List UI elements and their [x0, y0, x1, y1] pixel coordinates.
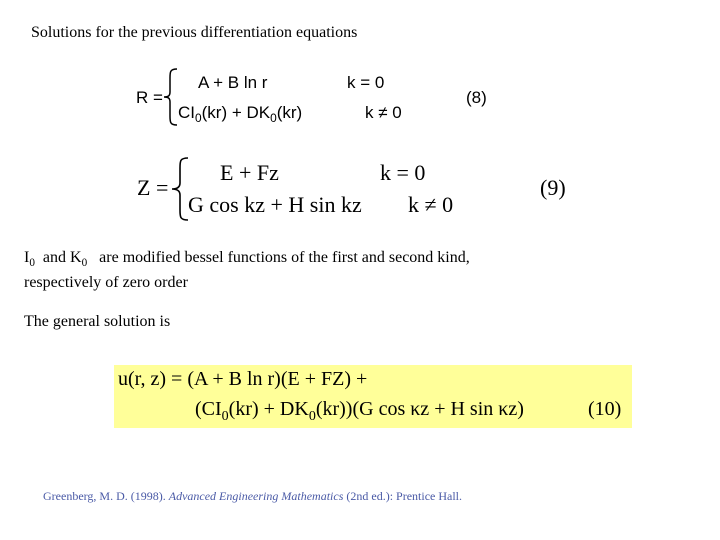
bessel-note-line1: $I_0$ and $K_0$ are modified bessel functions of the first and second kind,: [24, 249, 470, 269]
eq8-case2-expression: $CI_0(kr) + DK_0(kr)$: [178, 103, 303, 126]
eq9-brace-icon: [170, 157, 190, 221]
eq8-case1-condition: k = 0: [347, 73, 385, 92]
eq9-lhs: Z =: [137, 175, 169, 200]
eq9-case2-condition: k ≠ 0: [408, 192, 454, 217]
eq8-brace-icon: [163, 68, 179, 126]
equation-10-box: [114, 365, 632, 428]
eq9-case1-condition: k = 0: [380, 160, 426, 185]
eq8-number: (8): [466, 88, 487, 107]
page-heading: Solutions for the previous differentiation equations: [31, 24, 358, 41]
eq9-number: (9): [540, 175, 566, 200]
citation: [43, 489, 462, 504]
eq10-line2: $(CI_0(kr) + DK_0(kr))(G$ cos κz + H sin κz): [195, 398, 524, 424]
eq10-number: (10): [588, 398, 622, 420]
eq8-case1-expression: A + B ln r: [198, 73, 268, 92]
citation-publisher: (2nd ed.): Prentice Hall.: [346, 489, 463, 503]
citation-title: Advanced Engineering Mathematics: [168, 489, 344, 503]
eq10-line1: u(r, z) = (A + B ln r)(E + FZ) +: [118, 368, 368, 390]
eq9-case1-expression: E + Fz: [220, 160, 279, 185]
citation-authors: Greenberg, M. D. (1998).: [43, 489, 166, 503]
eq9-case2-expression: G cos kz + H sin kz: [188, 192, 362, 217]
general-solution-label: The general solution is: [24, 313, 171, 330]
eq8-lhs: R =: [136, 88, 163, 107]
bessel-note-line2: respectively of zero order: [24, 273, 188, 291]
bessel-note: [24, 248, 470, 293]
eq8-case2-condition: k ≠ 0: [365, 103, 402, 122]
